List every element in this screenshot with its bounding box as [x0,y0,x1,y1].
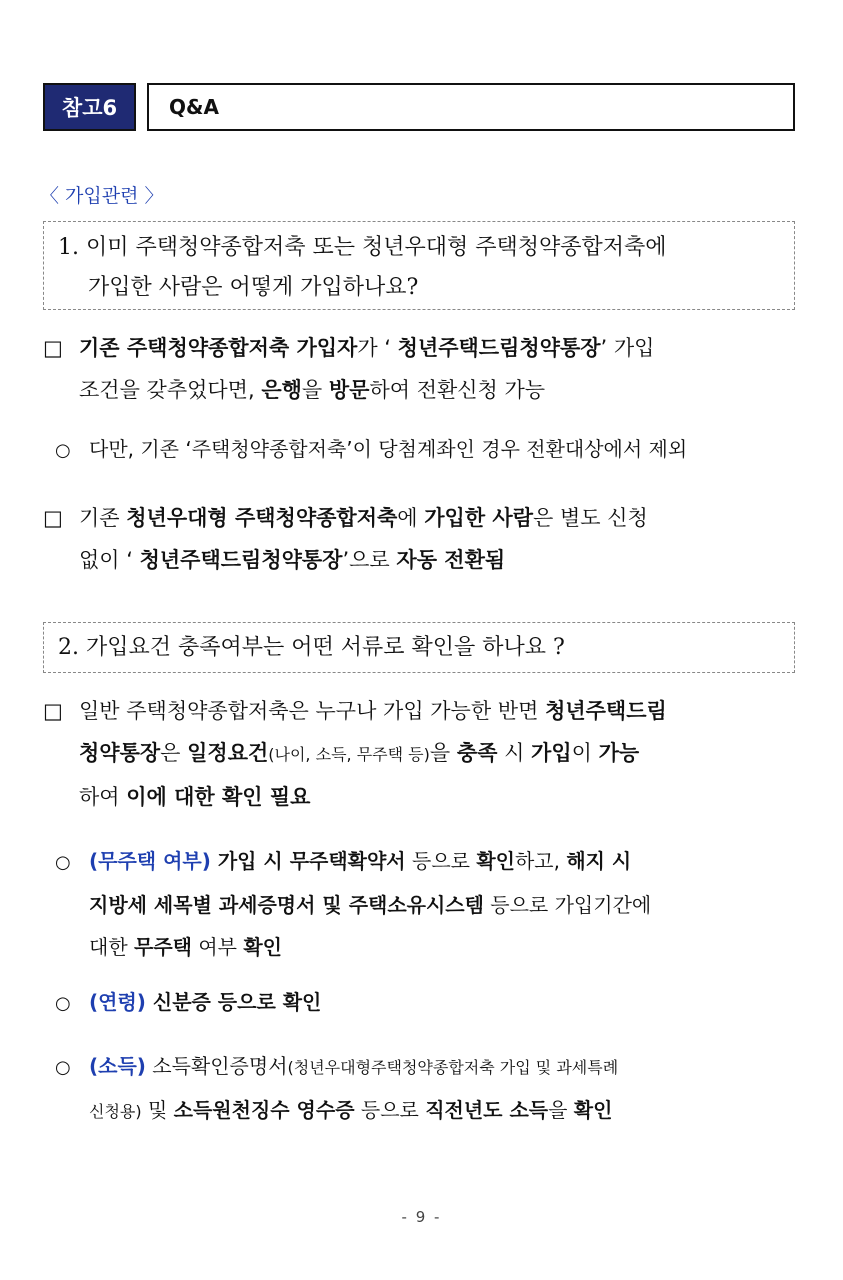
text-span: 하여 [79,785,127,809]
subpoint-label: (연령) [89,990,146,1014]
text-span: 은 별도 신청 [533,506,648,530]
paragraph-continuation [43,539,803,581]
question-2-text: 2. 가입요건 충족여부는 어떤 서류로 확인을 하나요 ? [58,635,565,660]
circle-bullet-icon: ○ [55,440,71,461]
text-span: 시 [497,741,532,765]
text-span: 을 [548,1098,574,1122]
text-span: 일반 주택청약종합저축은 누구나 가입 가능한 반면 [79,699,546,723]
text-span: 일정요건 [187,741,269,765]
circle-bullet-icon: ○ [55,852,71,873]
text-span: 충족 [456,741,498,765]
paragraph-continuation [43,369,803,411]
subpoint-age [55,981,800,1025]
text-span: 여부 [191,935,244,959]
text-span: 소득확인증명서 [145,1054,288,1078]
text-span: 확인 [243,935,282,959]
text-span: 에 [397,506,425,530]
text-span: 지방세 세목별 과세증명서 및 주택소유시스템 [89,893,484,917]
text-span: 청년주택드림청약통장 [397,336,601,360]
text-span: 등으로 [354,1098,426,1122]
text-span: 가입 시 무주택확약서 [210,849,406,873]
question-1-line-2: 가입한 사람은 어떻게 가입하나요? [88,275,419,300]
text-span: 등으로 가입기간에 [483,893,652,917]
text-span: 기존 [79,506,127,530]
square-bullet-icon: □ [43,699,63,723]
paragraph-continuation [43,776,803,818]
text-span: 확인 [476,849,515,873]
text-span: 등으로 [405,849,477,873]
circle-bullet-icon: ○ [55,1057,71,1078]
text-span: 청년우대형 주택청약종합저축 [126,506,398,530]
page-number: - 9 - [401,1208,442,1226]
text-span: 을 [429,741,457,765]
answer-subpoint-1 [55,428,800,472]
text-span: 가입한 사람 [424,506,533,530]
circle-bullet-icon: ○ [55,993,71,1014]
paragraph-continuation [43,732,803,776]
subpoint-continuation [55,926,800,968]
text-span: 자동 전환됨 [396,548,506,572]
text-span: 직전년도 소득 [425,1098,549,1122]
text-span: 하여 전환신청 가능 [369,378,546,402]
text-span: ’ 가입 [600,336,655,360]
page-header [43,83,795,131]
text-span: ’으로 [342,548,397,572]
square-bullet-icon: □ [43,506,63,530]
subpoint-continuation [55,884,800,926]
text-span: 은행 [261,378,302,402]
text-span: 신청용) [89,1102,142,1121]
text-span: 은 [160,741,188,765]
text-span: 신분증 등으로 확인 [145,990,322,1014]
text-span: (나이, 소득, 무주택 등) [268,745,430,764]
subpoint-label: (소득) [89,1054,146,1078]
answer-paragraph-2 [43,497,803,581]
text-span: 가능 [598,741,640,765]
text-span: 무주택 [134,935,192,959]
subpoint-label: (무주택 여부) [89,849,211,873]
text-span: 을 [301,378,329,402]
text-span: 청년주택드림 [545,699,667,723]
text-span: 청약통장 [79,741,161,765]
question-box-2 [43,622,795,673]
text-span: 해지 시 [566,849,632,873]
square-bullet-icon: □ [43,336,63,360]
reference-tag: 참고6 [43,83,136,131]
text-span: 확인 [573,1098,613,1122]
question-box-1 [43,221,795,310]
answer-paragraph-1 [43,327,803,411]
text-span: 다만, 기존 ‘주택청약종합저축’이 당첨계좌인 경우 전환대상에서 제외 [89,437,688,461]
subpoint-continuation [55,1089,800,1133]
text-span: 및 [141,1098,174,1122]
text-span: 없이 ‘ [79,548,140,572]
header-title: Q&A [147,83,795,131]
text-span: (청년우대형주택청약종합저축 가입 및 과세특례 [287,1058,619,1077]
text-span: 이 [571,741,599,765]
text-span: 가 ‘ [357,336,398,360]
text-span: 이에 대한 확인 필요 [126,785,311,809]
question-1-line-1: 1. 이미 주택청약종합저축 또는 청년우대형 주택청약종합저축에 [58,235,667,260]
section-label: 〈 가입관련 〉 [40,185,164,207]
text-span: 대한 [89,935,134,959]
text-span: 소득원천징수 영수증 [173,1098,355,1122]
text-span: 하고, [514,849,567,873]
text-span: 방문 [328,378,370,402]
text-span: 가입 [531,741,572,765]
text-span: 조건을 갖추었다면, [79,378,262,402]
text-span: 기존 주택청약종합저축 가입자 [79,336,358,360]
subpoint-no-house [55,840,800,968]
text-span: 청년주택드림청약통장 [139,548,343,572]
answer-paragraph-3 [43,690,803,818]
subpoint-income [55,1045,800,1133]
